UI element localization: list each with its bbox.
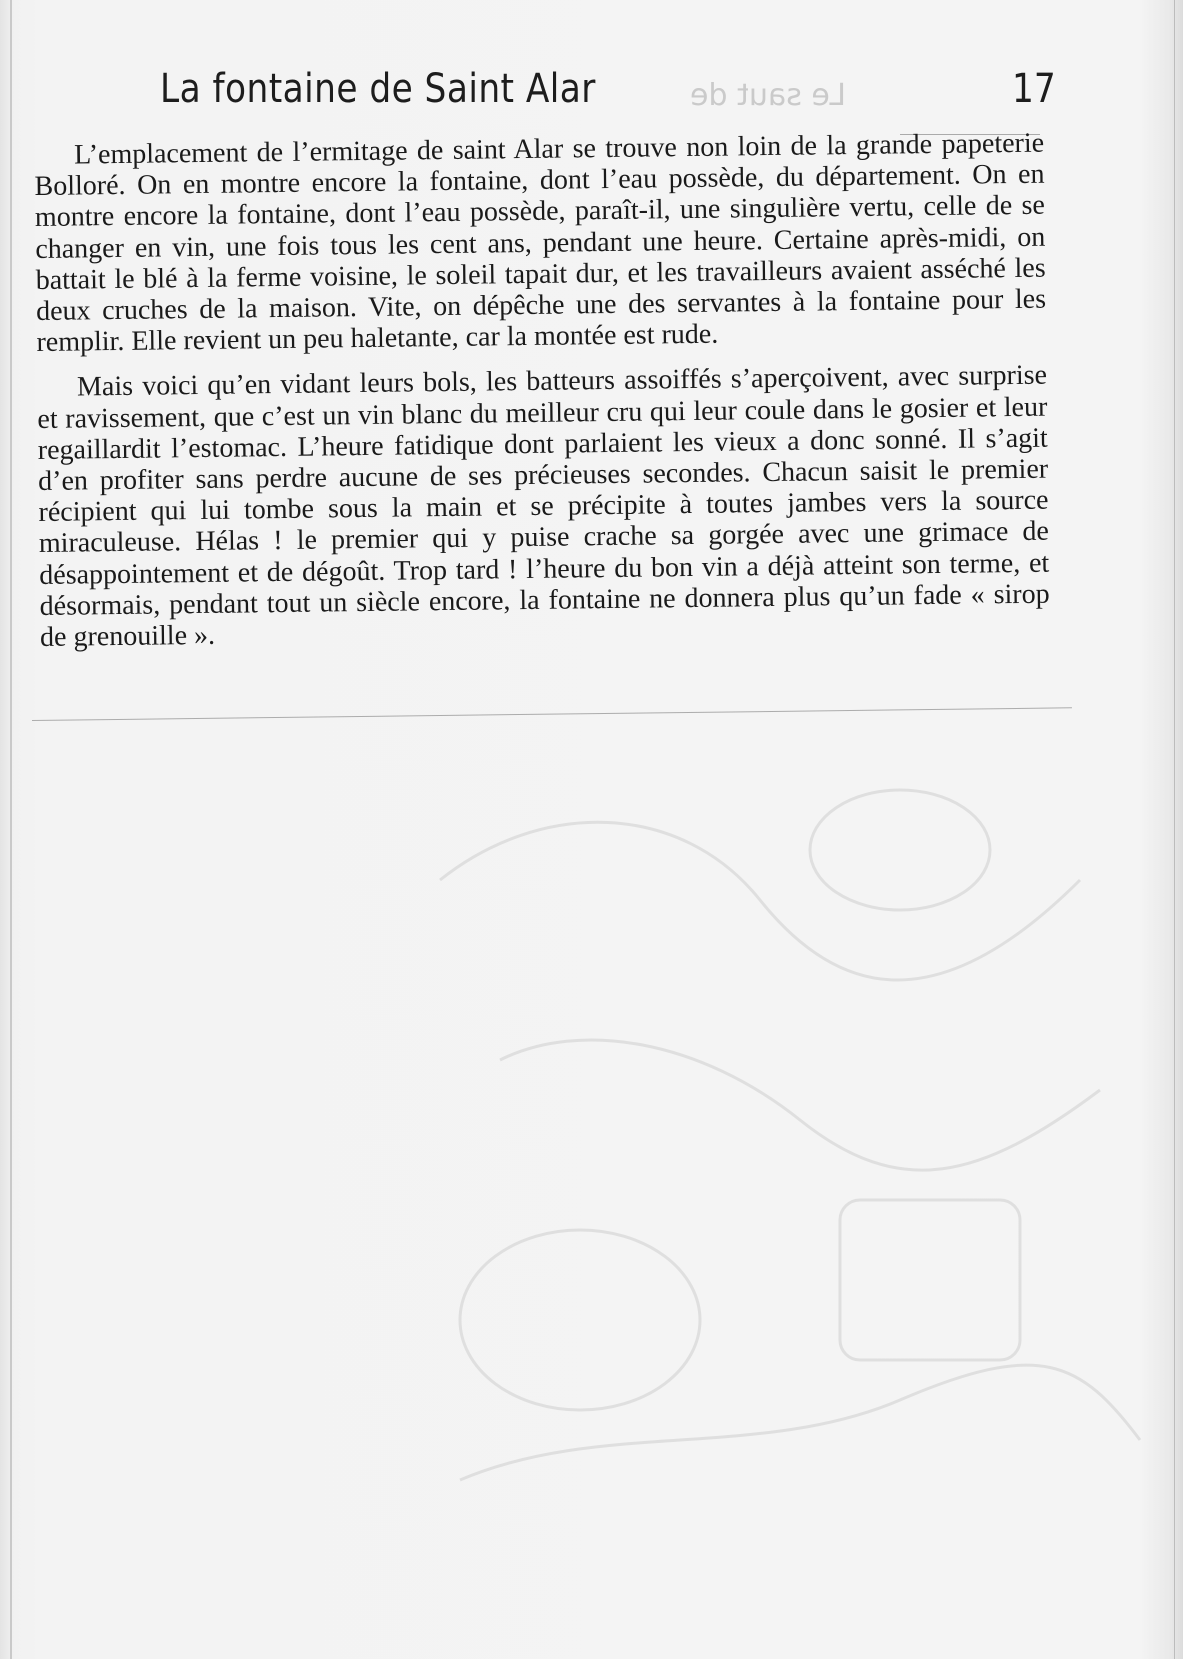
paragraph-2: Mais voici qu’en vidant leurs bols, les batteurs assoiffés s’aperçoivent, avec surprise et ravissement, que c’est un vin blanc du meilleur cru qui leur coule dans le gosier et leur regaillardit l’estomac. L’heure fatidique dont parlaient les vieux a donc sonné. Il s’agit d’en profiter sans perdre aucune de ses précieuses secondes. Chacun saisit le premier récipient qui lui tombe sous la main et se précipite à toutes jambes vers la source miraculeuse. Hélas ! le premier qui y puise crache sa gorgée avec une grimace de désappointement et de dégoût. Trop tard ! l’heure du bon vin a déjà atteint son terme, et désormais, pendant tout un siècle encore, la fontaine ne donnera plus qu’un fade « sirop de grenouille ». [37, 360, 1050, 654]
paragraph-1: L’emplacement de l’ermitage de saint Alar se trouve non loin de la grande papeterie Bolloré. On en montre encore la fontaine, dont l’eau possède, du département. On en montre encore la fontaine, dont l’eau possède, paraît-il, une singulière vertu, celle de se changer en vin, une fois tous les cent ans, pendant une heure. Certaine après-midi, on battait le blé à la ferme voisine, le soleil tapait dur, et les travailleurs avaient asséché les deux cruches de la maison. Vite, on dépêche une des servantes à la fontaine pour les remplir. Elle revient un peu haletante, car la montée est rude. [34, 127, 1047, 359]
page-edge [1174, 0, 1175, 1659]
show-through-shape [810, 790, 990, 910]
running-title: La fontaine de Saint Alar [160, 66, 596, 112]
bleed-through-text: Le saut de [690, 78, 847, 113]
show-through-curve [460, 1365, 1140, 1480]
show-through-shape [460, 1230, 700, 1410]
page-header [160, 66, 1060, 126]
section-rule [32, 707, 1072, 721]
show-through-shape [840, 1200, 1020, 1360]
show-through-curve [500, 1040, 1100, 1170]
show-through-curve [440, 822, 1080, 980]
body-text [34, 128, 1050, 654]
binding-edge [10, 0, 12, 1659]
page-number: 17 [1012, 66, 1056, 112]
faint-show-through-illustration [380, 760, 1160, 1600]
